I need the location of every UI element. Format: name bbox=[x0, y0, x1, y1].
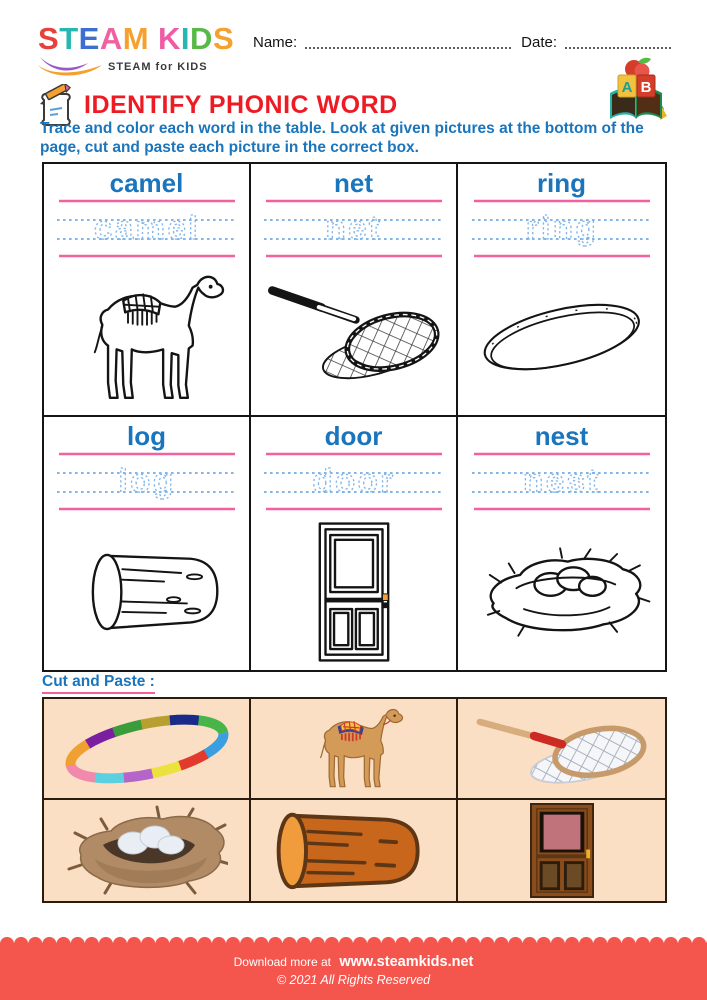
footer-band bbox=[0, 943, 707, 1000]
footer-download-line bbox=[0, 943, 707, 970]
nest-line-art bbox=[462, 516, 662, 668]
logo-letter: T bbox=[59, 21, 79, 56]
date-label: Date: bbox=[521, 34, 557, 51]
trace-word: door bbox=[311, 462, 396, 499]
trace-word: log bbox=[118, 462, 175, 499]
trace-area-log bbox=[44, 451, 249, 513]
net-line-art bbox=[254, 262, 454, 414]
trace-area-camel bbox=[44, 198, 249, 260]
name-date-row bbox=[253, 32, 671, 51]
book-letter-a: A bbox=[621, 79, 633, 96]
log-colored-art bbox=[269, 804, 439, 897]
net-colored-art bbox=[467, 707, 657, 791]
paste-item-door[interactable] bbox=[458, 800, 665, 901]
trace-word: nest bbox=[522, 462, 601, 499]
word-label: ring bbox=[536, 168, 587, 198]
logo-letter: E bbox=[78, 21, 100, 56]
trace-word: camel bbox=[93, 209, 200, 246]
logo-letter: K bbox=[158, 21, 181, 56]
door-colored-art bbox=[530, 803, 594, 898]
word-box-nest[interactable] bbox=[458, 417, 665, 670]
word-box-camel[interactable] bbox=[44, 164, 251, 417]
logo-letter: S bbox=[38, 21, 60, 56]
word-label: door bbox=[324, 421, 383, 451]
nest-colored-art bbox=[66, 803, 228, 898]
camel-colored-art bbox=[293, 700, 415, 797]
door-line-art bbox=[254, 516, 454, 668]
word-box-net[interactable] bbox=[251, 164, 458, 417]
word-box-ring[interactable] bbox=[458, 164, 665, 417]
trace-area-ring bbox=[458, 198, 665, 260]
logo-swoosh-icon bbox=[36, 55, 108, 77]
word-label: net bbox=[334, 168, 373, 198]
trace-word: net bbox=[325, 209, 382, 246]
logo-letter: S bbox=[212, 21, 235, 56]
cut-and-paste-table bbox=[42, 697, 667, 903]
trace-area-net bbox=[251, 198, 456, 260]
date-input-line[interactable] bbox=[565, 32, 671, 49]
footer-copyright: © 2021 All Rights Reserved bbox=[276, 973, 431, 987]
instructions-text: Trace and color each word in the table. Look at given pictures at the bottom of the page, cut and paste each picture in the correct box. bbox=[40, 120, 644, 157]
trace-word: ring bbox=[525, 209, 598, 246]
log-line-art bbox=[47, 516, 247, 668]
paste-item-ring[interactable] bbox=[44, 699, 251, 800]
word-label: log bbox=[127, 421, 166, 451]
book-letter-b: B bbox=[640, 79, 652, 96]
trace-area-nest bbox=[458, 451, 665, 513]
paste-item-net[interactable] bbox=[458, 699, 665, 800]
paste-item-camel[interactable] bbox=[251, 699, 458, 800]
paste-item-nest[interactable] bbox=[44, 800, 251, 901]
ring-line-art bbox=[462, 262, 662, 414]
hoop-colored-art bbox=[52, 704, 242, 794]
logo-letter: I bbox=[180, 21, 191, 56]
logo-letter: D bbox=[190, 21, 213, 56]
word-box-door[interactable] bbox=[251, 417, 458, 670]
logo-letter: M bbox=[122, 21, 150, 56]
logo-letter: A bbox=[99, 21, 123, 56]
footer-url-link[interactable]: www.steamkids.net bbox=[339, 954, 474, 970]
page-title: IDENTIFY PHONIC WORD bbox=[84, 90, 398, 119]
name-input-line[interactable] bbox=[305, 32, 511, 49]
footer-download-text: Download more at bbox=[233, 955, 331, 969]
word-table bbox=[42, 162, 667, 672]
word-label: nest bbox=[534, 421, 589, 451]
name-label: Name: bbox=[253, 34, 298, 51]
camel-line-art bbox=[47, 262, 247, 414]
paste-item-log[interactable] bbox=[251, 800, 458, 901]
trace-area-door bbox=[251, 451, 456, 513]
cut-and-paste-heading: Cut and Paste : bbox=[42, 673, 155, 694]
steam-kids-logo bbox=[38, 21, 235, 56]
word-box-log[interactable] bbox=[44, 417, 251, 670]
word-label: camel bbox=[109, 168, 184, 198]
logo-tagline: STEAM for KIDS bbox=[108, 61, 208, 73]
